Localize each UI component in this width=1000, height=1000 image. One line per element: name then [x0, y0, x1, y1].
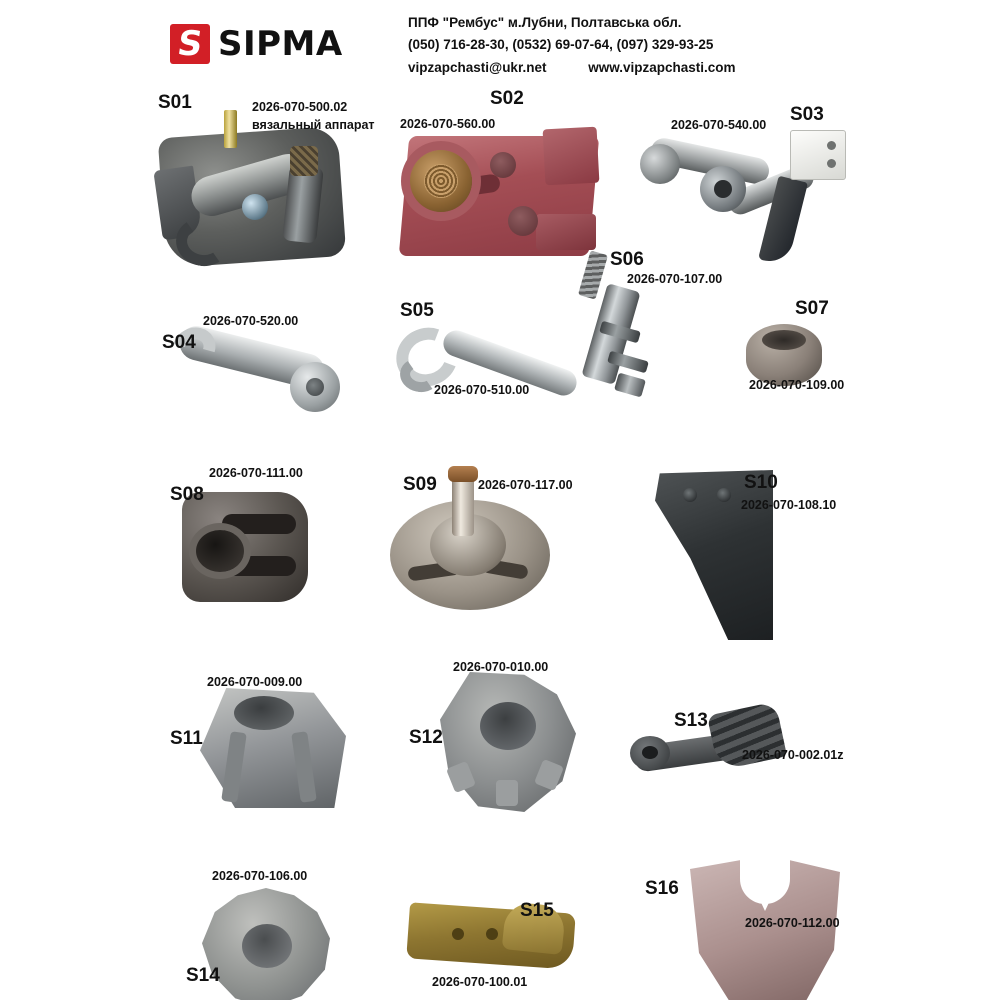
part-shape [700, 166, 746, 212]
part-shape [410, 150, 472, 212]
contact-info [408, 12, 736, 79]
part-code-s12: 2026-070-010.00 [453, 660, 549, 674]
part-image-s16 [690, 860, 850, 1000]
part-shape [683, 488, 697, 502]
part-code-s13: 2026-070-002.01z [742, 748, 844, 762]
part-shape [536, 214, 596, 250]
part-shape [496, 780, 518, 806]
page-header [0, 0, 1000, 80]
part-shape [290, 146, 318, 176]
part-id-s15: S15 [520, 900, 554, 921]
part-image-s12 [440, 672, 590, 822]
part-shape [655, 470, 773, 640]
part-shape [827, 159, 836, 168]
part-id-s01: S01 [158, 92, 192, 113]
part-shape [242, 924, 292, 968]
part-id-s16: S16 [645, 878, 679, 899]
email-address: vipzapchasti@ukr.net [408, 59, 547, 75]
part-id-s02: S02 [490, 88, 524, 109]
part-image-s05 [396, 318, 586, 428]
sipma-s-logo-icon [170, 24, 210, 64]
part-shape [827, 141, 836, 150]
part-shape [290, 362, 340, 412]
part-code-s03: 2026-070-540.00 [671, 118, 767, 132]
part-shape [486, 928, 498, 940]
part-shape [242, 194, 268, 220]
part-image-s14 [202, 888, 342, 1000]
part-code-s10: 2026-070-108.10 [741, 498, 837, 512]
part-id-s07: S07 [795, 298, 829, 319]
part-id-s05: S05 [400, 300, 434, 321]
part-shape [614, 372, 646, 397]
part-image-s04 [178, 322, 358, 432]
part-shape [746, 324, 822, 386]
part-image-s08 [182, 492, 322, 612]
brand-name: SIPMA [218, 24, 343, 64]
part-shape [480, 702, 536, 750]
part-shape [717, 488, 731, 502]
email-and-website [408, 57, 736, 79]
brand-logo [170, 24, 343, 64]
part-id-s06: S06 [610, 249, 644, 270]
part-code-s14: 2026-070-106.00 [212, 869, 308, 883]
part-id-s03: S03 [790, 104, 824, 125]
part-code-s04: 2026-070-520.00 [203, 314, 299, 328]
part-id-s13: S13 [674, 710, 708, 731]
part-id-s11: S11 [170, 728, 203, 749]
part-shape [578, 250, 608, 299]
part-code-s08: 2026-070-111.00 [209, 466, 303, 480]
phone-numbers: (050) 716-28-30, (0532) 69-07-64, (097) 329-93-25 [408, 37, 714, 53]
part-shape [508, 206, 538, 236]
part-shape [640, 144, 680, 184]
part-image-s07 [746, 324, 836, 404]
part-id-s04: S04 [162, 332, 196, 353]
part-id-s08: S08 [170, 484, 204, 505]
part-shape [448, 466, 478, 482]
part-code-s09: 2026-070-117.00 [478, 478, 573, 492]
part-shape [630, 736, 670, 770]
part-shape [740, 848, 790, 904]
part-code-s06: 2026-070-107.00 [627, 272, 723, 286]
part-shape [196, 530, 244, 572]
part-shape [452, 928, 464, 940]
part-code-s07: 2026-070-109.00 [749, 378, 845, 392]
part-id-s14: S14 [186, 965, 220, 986]
part-subtitle-s01: вязальный аппарат [252, 118, 375, 132]
part-shape [224, 110, 237, 148]
part-code-s11: 2026-070-009.00 [207, 675, 303, 689]
part-code-s01: 2026-070-500.02 [252, 100, 348, 114]
part-shape [790, 130, 846, 180]
website-address: www.vipzapchasti.com [588, 59, 736, 75]
part-code-s15: 2026-070-100.01 [432, 975, 528, 989]
part-shape [222, 514, 296, 534]
part-image-s11 [200, 688, 360, 818]
part-shape [234, 696, 294, 730]
part-code-s02: 2026-070-560.00 [400, 117, 496, 131]
part-image-s02 [404, 122, 604, 272]
part-id-s10: S10 [744, 472, 778, 493]
part-id-s09: S09 [403, 474, 437, 495]
part-shape [490, 152, 516, 178]
part-shape [543, 127, 600, 186]
part-code-s16: 2026-070-112.00 [745, 916, 840, 930]
part-image-s01 [150, 110, 380, 270]
part-id-s12: S12 [409, 727, 443, 748]
part-image-s10 [655, 470, 785, 650]
company-name: ППФ "Рембус" м.Лубни, Полтавська обл. [408, 15, 682, 30]
part-code-s05: 2026-070-510.00 [434, 383, 530, 397]
